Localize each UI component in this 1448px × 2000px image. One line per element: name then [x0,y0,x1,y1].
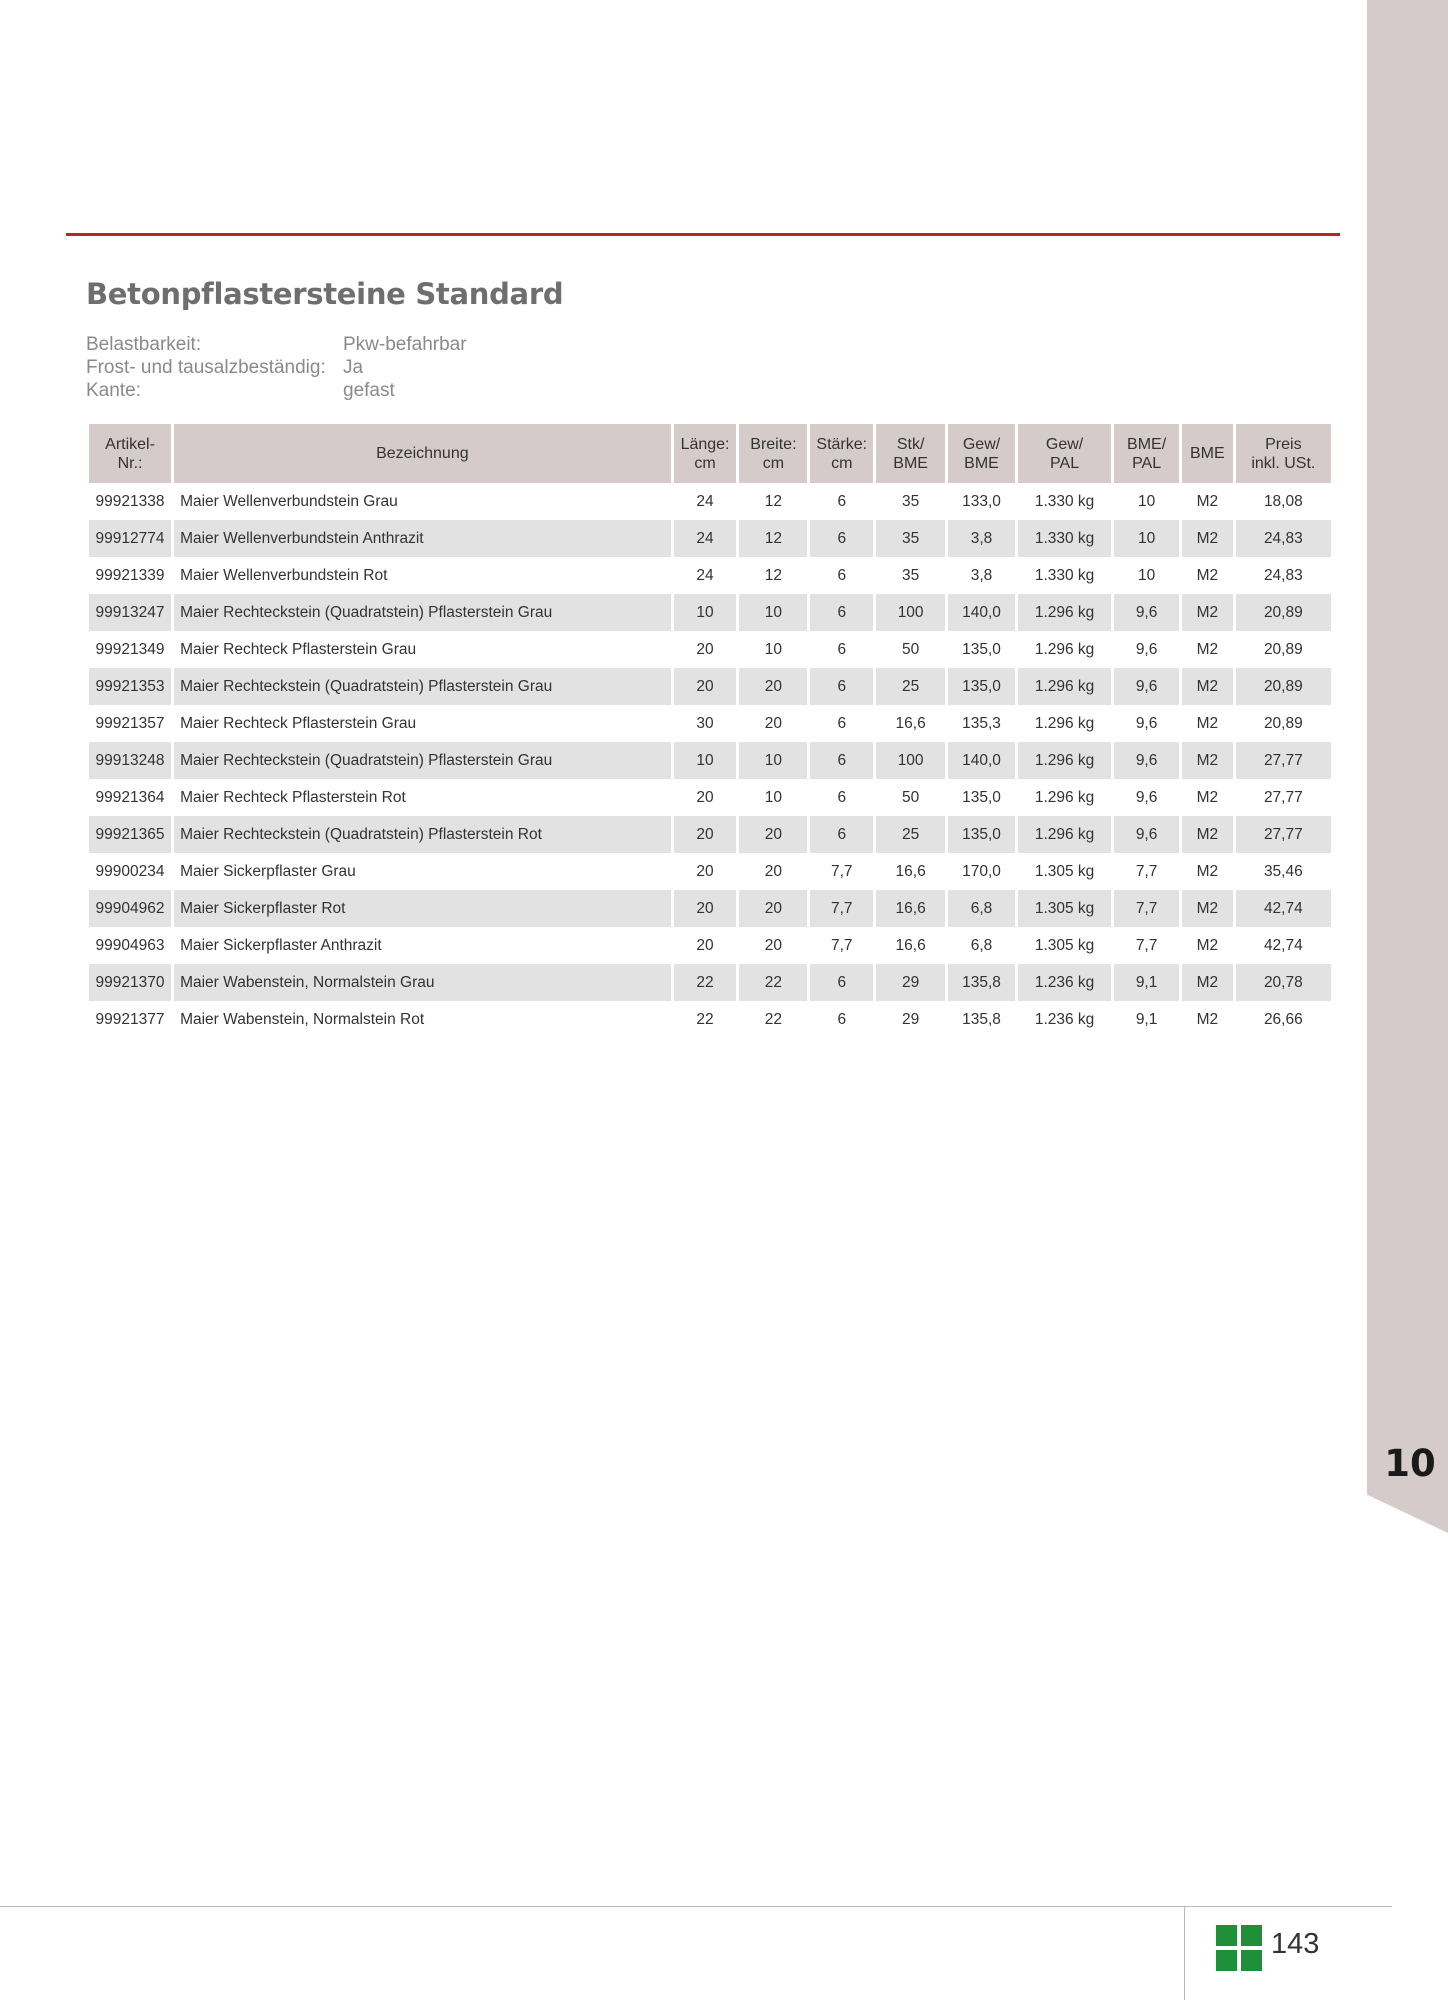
table-cell: M2 [1196,492,1219,510]
table-cell: 99913248 [89,742,171,779]
table-cell: 1.296 kg [1018,668,1111,705]
table-cell: 6 [810,742,873,779]
table-cell: 99921364 [95,788,165,806]
table-cell: 22 [674,964,737,1001]
logo-square [1216,1950,1237,1971]
table-cell: 25 [876,668,945,705]
table-cell: 20 [739,668,807,705]
table-row [89,890,1331,927]
table-cell: Maier Rechteckstein (Quadratstein) Pflasterstein Rot [174,816,671,853]
column-header-line: Preis [1265,435,1302,453]
table-cell: 50 [902,640,920,658]
table-cell: 18,08 [1263,492,1303,510]
column-header-line: PAL [1132,454,1162,472]
table-cell: 12 [764,492,783,510]
table-row [89,964,1331,1001]
column-header-line: cm [694,454,716,472]
column-header-line: Breite: [750,435,797,453]
table-cell: M2 [1182,594,1233,631]
table-cell: 20 [739,890,807,927]
table-cell: 26,66 [1263,1010,1303,1028]
column-header-line: Gew/ [1045,435,1084,453]
table-cell: 1.330 kg [1034,566,1095,584]
table-cell: 3,8 [948,520,1015,557]
table-cell: 9,6 [1114,594,1179,631]
table-row [89,483,1331,520]
table-row [89,557,1331,594]
table-cell: 99921357 [95,714,165,732]
table-cell: 135,8 [948,964,1015,1001]
table-cell: 99904962 [89,890,171,927]
table-cell: Maier Rechteck Pflasterstein Rot [180,788,406,806]
table-cell: 3,8 [970,566,993,584]
column-header-line: Länge: [680,435,730,453]
table-cell: M2 [1196,788,1219,806]
table-cell: 24 [696,566,714,584]
table-cell: 140,0 [948,742,1015,779]
table-cell: 10 [739,594,807,631]
table-cell: 20 [696,862,714,880]
column-header-line: cm [762,454,785,472]
table-cell: 1.330 kg [1034,492,1095,510]
table-cell: 1.236 kg [1034,1010,1095,1028]
table-cell: 6 [837,566,847,584]
table-cell: 35 [902,492,920,510]
table-cell: 6 [810,668,873,705]
table-cell: 20 [739,816,807,853]
table-cell: Maier Rechteckstein (Quadratstein) Pflasterstein Grau [174,742,671,779]
table-cell: 35 [876,520,945,557]
footer-divider [1184,1906,1185,2000]
chapter-side-tab [1367,0,1448,1533]
table-cell: 7,7 [830,862,853,880]
table-cell: 99921338 [95,492,165,510]
column-header [739,424,807,483]
column-header-line: Stärke: [816,435,868,453]
property-value: gefast [343,380,395,401]
page-title: Betonpflastersteine Standard [86,277,564,311]
table-cell: 20 [764,714,783,732]
table-cell: 50 [902,788,920,806]
logo-square [1241,1925,1262,1946]
property-row [86,379,467,402]
product-properties [86,333,467,402]
table-body [89,483,1331,1038]
table-cell: 10 [764,788,783,806]
table-cell: 16,6 [876,890,945,927]
table-cell: M2 [1196,862,1219,880]
property-label: Frost- und tausalzbeständig: [86,357,326,378]
table-cell: 99912774 [89,520,171,557]
column-header [876,424,945,483]
column-header [810,424,873,483]
table-row [89,705,1331,742]
table-cell: 16,6 [895,714,926,732]
table-cell: 99921349 [95,640,165,658]
table-cell: 10 [739,742,807,779]
column-header [674,424,737,483]
table-cell: 6 [837,492,847,510]
table-cell: 10 [1137,492,1156,510]
table-cell: 99921365 [89,816,171,853]
table-cell: 35 [902,566,920,584]
table-cell: 10 [1137,566,1156,584]
product-table [86,424,1334,1038]
table-cell: 24 [674,520,737,557]
table-cell: 6 [837,714,847,732]
table-cell: M2 [1196,714,1219,732]
column-header-line: Stk/ [896,435,925,453]
table-cell: M2 [1182,816,1233,853]
table-cell: 6 [837,1010,847,1028]
column-header-line: Artikel- [105,435,155,453]
table-cell: 20,78 [1236,964,1331,1001]
table-cell: 20 [696,788,714,806]
table-cell: 27,77 [1236,742,1331,779]
table-cell: 135,0 [948,668,1015,705]
property-label: Kante: [86,380,141,401]
table-cell: M2 [1182,668,1233,705]
table-cell: Maier Rechteckstein (Quadratstein) Pflasterstein Grau [174,668,671,705]
table-cell: 7,7 [1114,890,1179,927]
table-cell: 6,8 [948,890,1015,927]
column-header-line: BME [1190,445,1225,462]
table-cell: Maier Sickerpflaster Grau [180,862,356,880]
table-row [89,594,1331,631]
table-cell: 10 [1114,520,1179,557]
table-cell: 135,0 [962,788,1001,806]
table-cell: 99904963 [95,936,165,954]
table-cell: 135,8 [962,1010,1001,1028]
table-cell: 9,1 [1135,1010,1158,1028]
column-header-line: inkl. USt. [1251,454,1316,472]
table-cell: 1.236 kg [1018,964,1111,1001]
column-header-line: cm [831,454,853,472]
page-number: 143 [1271,1928,1320,1960]
column-header-line: PAL [1050,454,1080,472]
table-cell: 9,6 [1135,640,1158,658]
table-cell: 16,6 [895,862,926,880]
table-cell: 24,83 [1263,566,1303,584]
table-cell: Maier Rechteckstein (Quadratstein) Pflasterstein Grau [174,594,671,631]
table-row [89,668,1331,705]
table-row [89,853,1331,890]
table-cell: 6 [810,964,873,1001]
table-cell: 6 [837,788,847,806]
table-cell: 170,0 [962,862,1001,880]
column-header-line: BME [964,454,999,472]
table-cell: 99921370 [89,964,171,1001]
logo-square [1241,1950,1262,1971]
table-cell: 10 [674,742,737,779]
table-cell: 22 [739,964,807,1001]
table-cell: 9,6 [1114,742,1179,779]
column-header-line: Bezeichnung [376,445,469,462]
table-cell: 6 [810,816,873,853]
table-cell: 1.296 kg [1018,742,1111,779]
column-header [174,424,671,483]
column-header [1236,424,1331,483]
table-cell: 35,46 [1263,862,1303,880]
table-cell: 133,0 [962,492,1001,510]
table-cell: 1.296 kg [1018,816,1111,853]
table-cell: 20 [696,640,714,658]
table-cell: 1.305 kg [1034,862,1095,880]
column-header-line: Nr.: [117,454,143,472]
table-cell: 42,74 [1236,890,1331,927]
table-cell: 30 [696,714,714,732]
table-cell: 12 [739,520,807,557]
table-cell: 7,7 [810,890,873,927]
table-cell: 20 [764,862,783,880]
table-cell: M2 [1182,964,1233,1001]
column-header [948,424,1015,483]
table-cell: Maier Wabenstein, Normalstein Rot [180,1010,425,1028]
table-cell: 20,89 [1236,668,1331,705]
table-cell: 20 [674,668,737,705]
table-cell: 1.296 kg [1034,640,1095,658]
table-cell: 16,6 [895,936,926,954]
table-row [89,927,1331,964]
table-cell: Maier Sickerpflaster Anthrazit [180,936,382,954]
table-cell: 1.305 kg [1034,936,1095,954]
table-cell: 20 [674,890,737,927]
logo-square [1216,1925,1237,1946]
header-red-rule [66,233,1340,236]
table-cell: 1.296 kg [1034,788,1095,806]
table-cell: Maier Rechteck Pflasterstein Grau [180,640,417,658]
column-header-line: BME [893,454,928,472]
property-value: Ja [343,357,364,378]
table-cell: M2 [1196,640,1219,658]
table-cell: 7,7 [1135,862,1158,880]
table-cell: 20 [764,936,783,954]
table-cell: 6 [810,520,873,557]
table-cell: 10 [764,640,783,658]
table-cell: 1.296 kg [1018,594,1111,631]
table-cell: 20,89 [1263,714,1303,732]
table-cell: 99913247 [89,594,171,631]
table-cell: 1.305 kg [1018,890,1111,927]
chapter-number: 10 [1384,1442,1436,1485]
table-cell: 9,6 [1135,788,1158,806]
table-cell: 99921353 [89,668,171,705]
table-cell: 135,0 [962,640,1001,658]
table-cell: 6 [810,594,873,631]
table-cell: Maier Sickerpflaster Rot [174,890,671,927]
column-header [89,424,171,483]
table-header-row [89,424,1331,483]
table-cell: M2 [1182,890,1233,927]
green-four-squares-icon [1216,1925,1262,1971]
table-row [89,631,1331,668]
column-header [1018,424,1111,483]
table-row [89,779,1331,816]
column-header [1182,424,1233,483]
table-cell: Maier Wellenverbundstein Rot [180,566,388,584]
table-cell: 20 [696,936,714,954]
table-cell: M2 [1182,742,1233,779]
table-cell: 140,0 [948,594,1015,631]
table-cell: M2 [1196,936,1219,954]
table-cell: 99900234 [95,862,165,880]
table-cell: 99921377 [95,1010,165,1028]
table-row [89,1001,1331,1038]
column-header-line: Gew/ [962,435,1001,453]
table-cell: 135,3 [962,714,1001,732]
table-row [89,816,1331,853]
table-cell: Maier Wellenverbundstein Anthrazit [174,520,671,557]
table-cell: 135,0 [948,816,1015,853]
table-cell: 25 [876,816,945,853]
property-row [86,333,467,356]
table-cell: 6 [837,640,847,658]
table-cell: M2 [1196,566,1219,584]
table-cell: 6,8 [970,936,993,954]
table-cell: 1.330 kg [1018,520,1111,557]
table-cell: 10 [674,594,737,631]
table-row [89,520,1331,557]
column-header-line: BME/ [1127,435,1167,453]
table-cell: 9,6 [1114,816,1179,853]
table-cell: 27,77 [1263,788,1303,806]
table-cell: 9,1 [1114,964,1179,1001]
table-cell: 20 [674,816,737,853]
table-cell: 22 [696,1010,714,1028]
table-cell: 24,83 [1236,520,1331,557]
table-cell: Maier Wellenverbundstein Grau [180,492,398,510]
table-cell: 7,7 [1135,936,1158,954]
table-cell: 12 [764,566,783,584]
table-cell: 9,6 [1114,668,1179,705]
table-cell: 100 [876,742,945,779]
table-cell: 7,7 [830,936,853,954]
table-cell: 22 [764,1010,783,1028]
table-cell: 29 [876,964,945,1001]
table-cell: Maier Rechteck Pflasterstein Grau [180,714,417,732]
table-cell: 9,6 [1135,714,1158,732]
table-cell: 99921339 [95,566,165,584]
property-label: Belastbarkeit: [86,334,202,355]
table-cell: 100 [876,594,945,631]
table-cell: 27,77 [1236,816,1331,853]
property-value: Pkw-befahrbar [343,334,467,355]
column-header [1114,424,1179,483]
table-cell: 20,89 [1236,594,1331,631]
table-cell: 29 [902,1010,920,1028]
table-cell: M2 [1196,1010,1219,1028]
table-cell: 1.296 kg [1034,714,1095,732]
table-row [89,742,1331,779]
property-row [86,356,467,379]
table-cell: 42,74 [1263,936,1303,954]
table-cell: 20,89 [1263,640,1303,658]
table-cell: M2 [1182,520,1233,557]
table-cell: Maier Wabenstein, Normalstein Grau [174,964,671,1001]
table-cell: 24 [696,492,714,510]
